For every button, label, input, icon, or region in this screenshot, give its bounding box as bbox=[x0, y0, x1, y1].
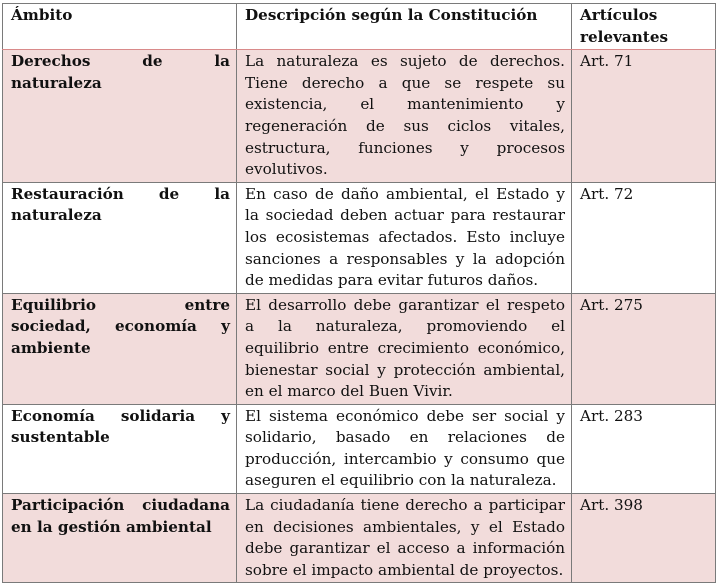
row-ambito: Economía solidaria y sustentable bbox=[3, 404, 237, 493]
table-row bbox=[3, 404, 716, 493]
row-articulo: Art. 275 bbox=[572, 293, 716, 404]
row-ambito: Participación ciudadana en la gestión ambiental bbox=[3, 494, 237, 583]
header-ambito: Ámbito bbox=[3, 4, 237, 50]
table-row bbox=[3, 494, 716, 583]
table-row bbox=[3, 182, 716, 293]
row-ambito: Restauración de la naturaleza bbox=[3, 182, 237, 293]
header-articulos: Artículos relevantes bbox=[572, 4, 716, 50]
table-header bbox=[3, 4, 716, 50]
table-row bbox=[3, 293, 716, 404]
row-ambito: Equilibrio entre sociedad, economía y ambiente bbox=[3, 293, 237, 404]
row-articulo: Art. 398 bbox=[572, 494, 716, 583]
table-row bbox=[3, 50, 716, 183]
row-descripcion: El sistema económico debe ser social y solidario, basado en relaciones de producción, intercambio y consumo que aseguren el equilibrio con la naturaleza. bbox=[237, 404, 572, 493]
row-descripcion: La naturaleza es sujeto de derechos. Tiene derecho a que se respete su existencia, el mantenimiento y regeneración de sus ciclos vitales, estructura, funciones y procesos evolutivos. bbox=[237, 50, 572, 183]
table-body bbox=[3, 50, 716, 583]
row-descripcion: En caso de daño ambiental, el Estado y la sociedad deben actuar para restaurar los ecosistemas afectados. Esto incluye sanciones a responsables y la adopción de medidas para evitar futuros daños. bbox=[237, 182, 572, 293]
header-row bbox=[3, 4, 716, 50]
constitution-environment-table bbox=[2, 3, 716, 583]
row-ambito: Derechos de la naturaleza bbox=[3, 50, 237, 183]
row-articulo: Art. 283 bbox=[572, 404, 716, 493]
row-descripcion: La ciudadanía tiene derecho a participar en decisiones ambientales, y el Estado debe garantizar el acceso a información sobre el impacto ambiental de proyectos. bbox=[237, 494, 572, 583]
row-articulo: Art. 72 bbox=[572, 182, 716, 293]
row-descripcion: El desarrollo debe garantizar el respeto a la naturaleza, promoviendo el equilibrio entre crecimiento económico, bienestar social y protección ambiental, en el marco del Buen Vivir. bbox=[237, 293, 572, 404]
row-articulo: Art. 71 bbox=[572, 50, 716, 183]
header-descripcion: Descripción según la Constitución bbox=[237, 4, 572, 50]
